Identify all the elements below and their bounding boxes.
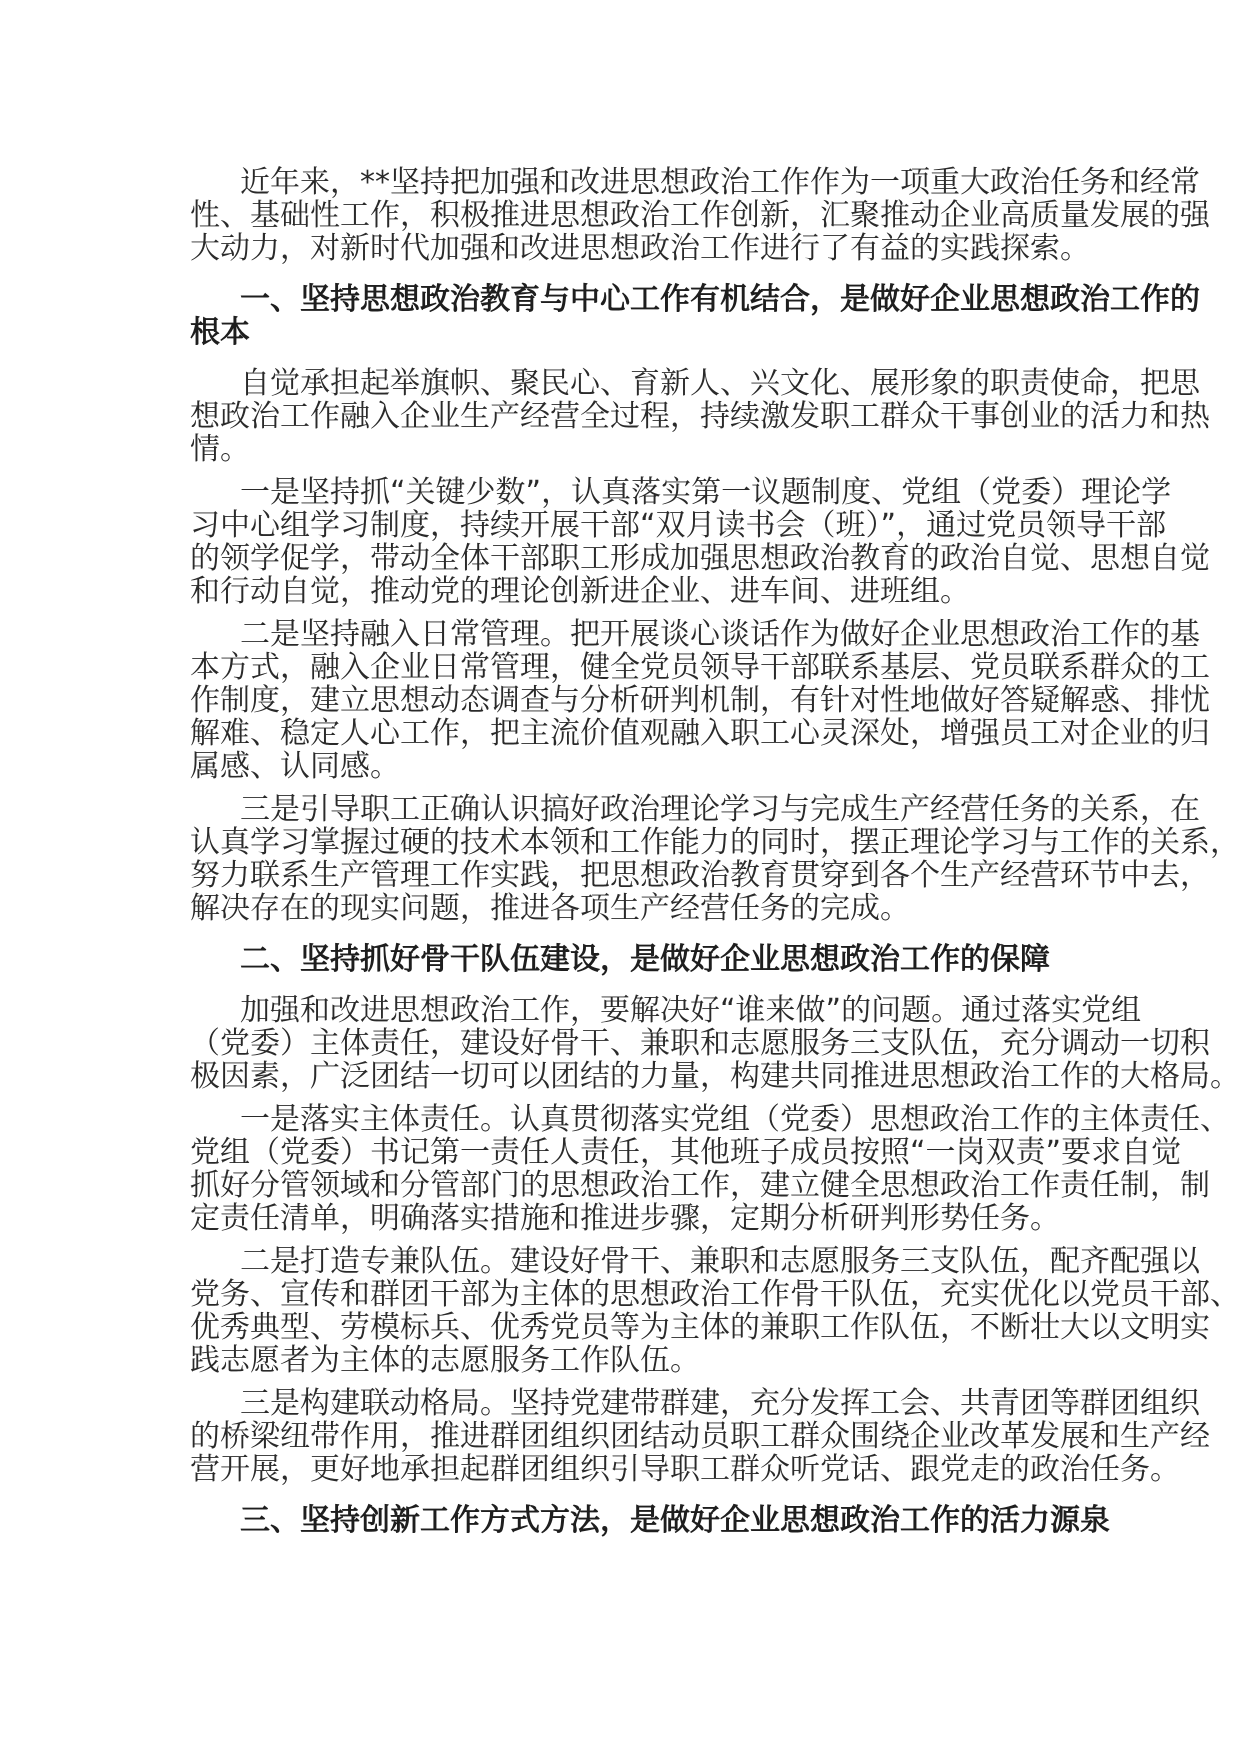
text-line: 营开展，更好地承担起群团组织引导职工群众听党话、跟党走的政治任务。 [190, 1452, 1180, 1487]
text-line: 二是坚持融入日常管理。把开展谈心谈话作为做好企业思想政治工作的基 [240, 617, 1200, 652]
body-paragraph [190, 366, 1210, 467]
text-line: 本方式，融入企业日常管理，健全党员领导干部联系基层、党员联系群众的工 [190, 650, 1210, 685]
body-paragraph [190, 617, 1210, 784]
text-line: 三是构建联动格局。坚持党建带群建，充分发挥工会、共青团等群团组织 [240, 1386, 1200, 1421]
text-line: 想政治工作融入企业生产经营全过程，持续激发职工群众干事创业的活力和热 [190, 399, 1210, 434]
text-line: 党务、宣传和群团干部为主体的思想政治工作骨干队伍，充实优化以党员干部、 [190, 1277, 1240, 1312]
body-paragraph [190, 165, 1210, 266]
text-line: 践志愿者为主体的志愿服务工作队伍。 [190, 1343, 700, 1378]
text-line: 大动力，对新时代加强和改进思想政治工作进行了有益的实践探索。 [190, 231, 1090, 266]
text-line: 努力联系生产管理工作实践，把思想政治教育贯穿到各个生产经营环节中去， [190, 858, 1210, 893]
section-heading [190, 943, 1062, 976]
text-line: 极因素，广泛团结一切可以团结的力量，构建共同推进思想政治工作的大格局。 [190, 1059, 1240, 1094]
text-line: 性、基础性工作，积极推进思想政治工作创新，汇聚推动企业高质量发展的强 [190, 198, 1210, 233]
text-line: 三、坚持创新工作方式方法，是做好企业思想政治工作的活力源泉 [240, 1503, 1110, 1538]
body-paragraph [190, 475, 1210, 609]
body-paragraph [190, 993, 1240, 1094]
document-body [190, 165, 1240, 1538]
text-line: 解难、稳定人心工作，把主流价值观融入职工心灵深处，增强员工对企业的归 [190, 716, 1210, 751]
text-line: 二、坚持抓好骨干队伍建设，是做好企业思想政治工作的保障 [240, 942, 1050, 977]
text-line: 近年来，**坚持把加强和改进思想政治工作作为一项重大政治任务和经常 [240, 165, 1200, 200]
text-line: 一是坚持抓“关键少数”，认真落实第一议题制度、党组（党委）理论学 [240, 475, 1172, 510]
text-line: 情。 [190, 432, 250, 467]
text-line: 一、坚持思想政治教育与中心工作有机结合，是做好企业思想政治工作的 [240, 282, 1200, 317]
body-paragraph [190, 1244, 1240, 1378]
text-line: 认真学习掌握过硬的技术本领和工作能力的同时，摆正理论学习与工作的关系， [190, 825, 1240, 860]
text-line: 的桥梁纽带作用，推进群团组织团结动员职工群众围绕企业改革发展和生产经 [190, 1419, 1210, 1454]
text-line: 三是引导职工正确认识搞好政治理论学习与完成生产经营任务的关系，在 [240, 792, 1200, 827]
section-heading [190, 1503, 1110, 1538]
text-line: 作制度，建立思想动态调查与分析研判机制，有针对性地做好答疑解惑、排忧 [190, 683, 1210, 718]
text-line: 优秀典型、劳模标兵、优秀党员等为主体的兼职工作队伍，不断壮大以文明实 [190, 1310, 1210, 1345]
text-line: 的领学促学，带动全体干部职工形成加强思想政治教育的政治自觉、思想自觉 [190, 541, 1210, 576]
text-line: 属感、认同感。 [190, 749, 400, 784]
text-line: 一是落实主体责任。认真贯彻落实党组（党委）思想政治工作的主体责任、 [240, 1102, 1230, 1137]
text-line: 解决存在的现实问题，推进各项生产经营任务的完成。 [190, 891, 910, 926]
text-line: 抓好分管领域和分管部门的思想政治工作，建立健全思想政治工作责任制，制 [190, 1168, 1210, 1203]
text-line: 习中心组学习制度，持续开展干部“双月读书会（班）”，通过党员领导干部 [190, 508, 1167, 543]
text-line: 自觉承担起举旗帜、聚民心、育新人、兴文化、展形象的职责使命，把思 [240, 366, 1200, 401]
text-line: 和行动自觉，推动党的理论创新进企业、进车间、进班组。 [190, 574, 970, 609]
section-heading [190, 282, 1200, 350]
text-line: 二是打造专兼队伍。建设好骨干、兼职和志愿服务三支队伍，配齐配强以 [240, 1244, 1200, 1279]
text-line: （党委）主体责任，建设好骨干、兼职和志愿服务三支队伍，充分调动一切积 [190, 1026, 1210, 1061]
text-line: 加强和改进思想政治工作，要解决好“谁来做”的问题。通过落实党组 [240, 993, 1142, 1028]
body-paragraph [190, 1386, 1210, 1487]
text-line: 定责任清单，明确落实措施和推进步骤，定期分析研判形势任务。 [190, 1201, 1060, 1236]
body-paragraph [190, 792, 1240, 926]
body-paragraph [190, 1102, 1230, 1236]
text-line: 根本 [190, 315, 250, 350]
text-line: 党组（党委）书记第一责任人责任，其他班子成员按照“一岗双责”要求自觉 [190, 1135, 1182, 1170]
